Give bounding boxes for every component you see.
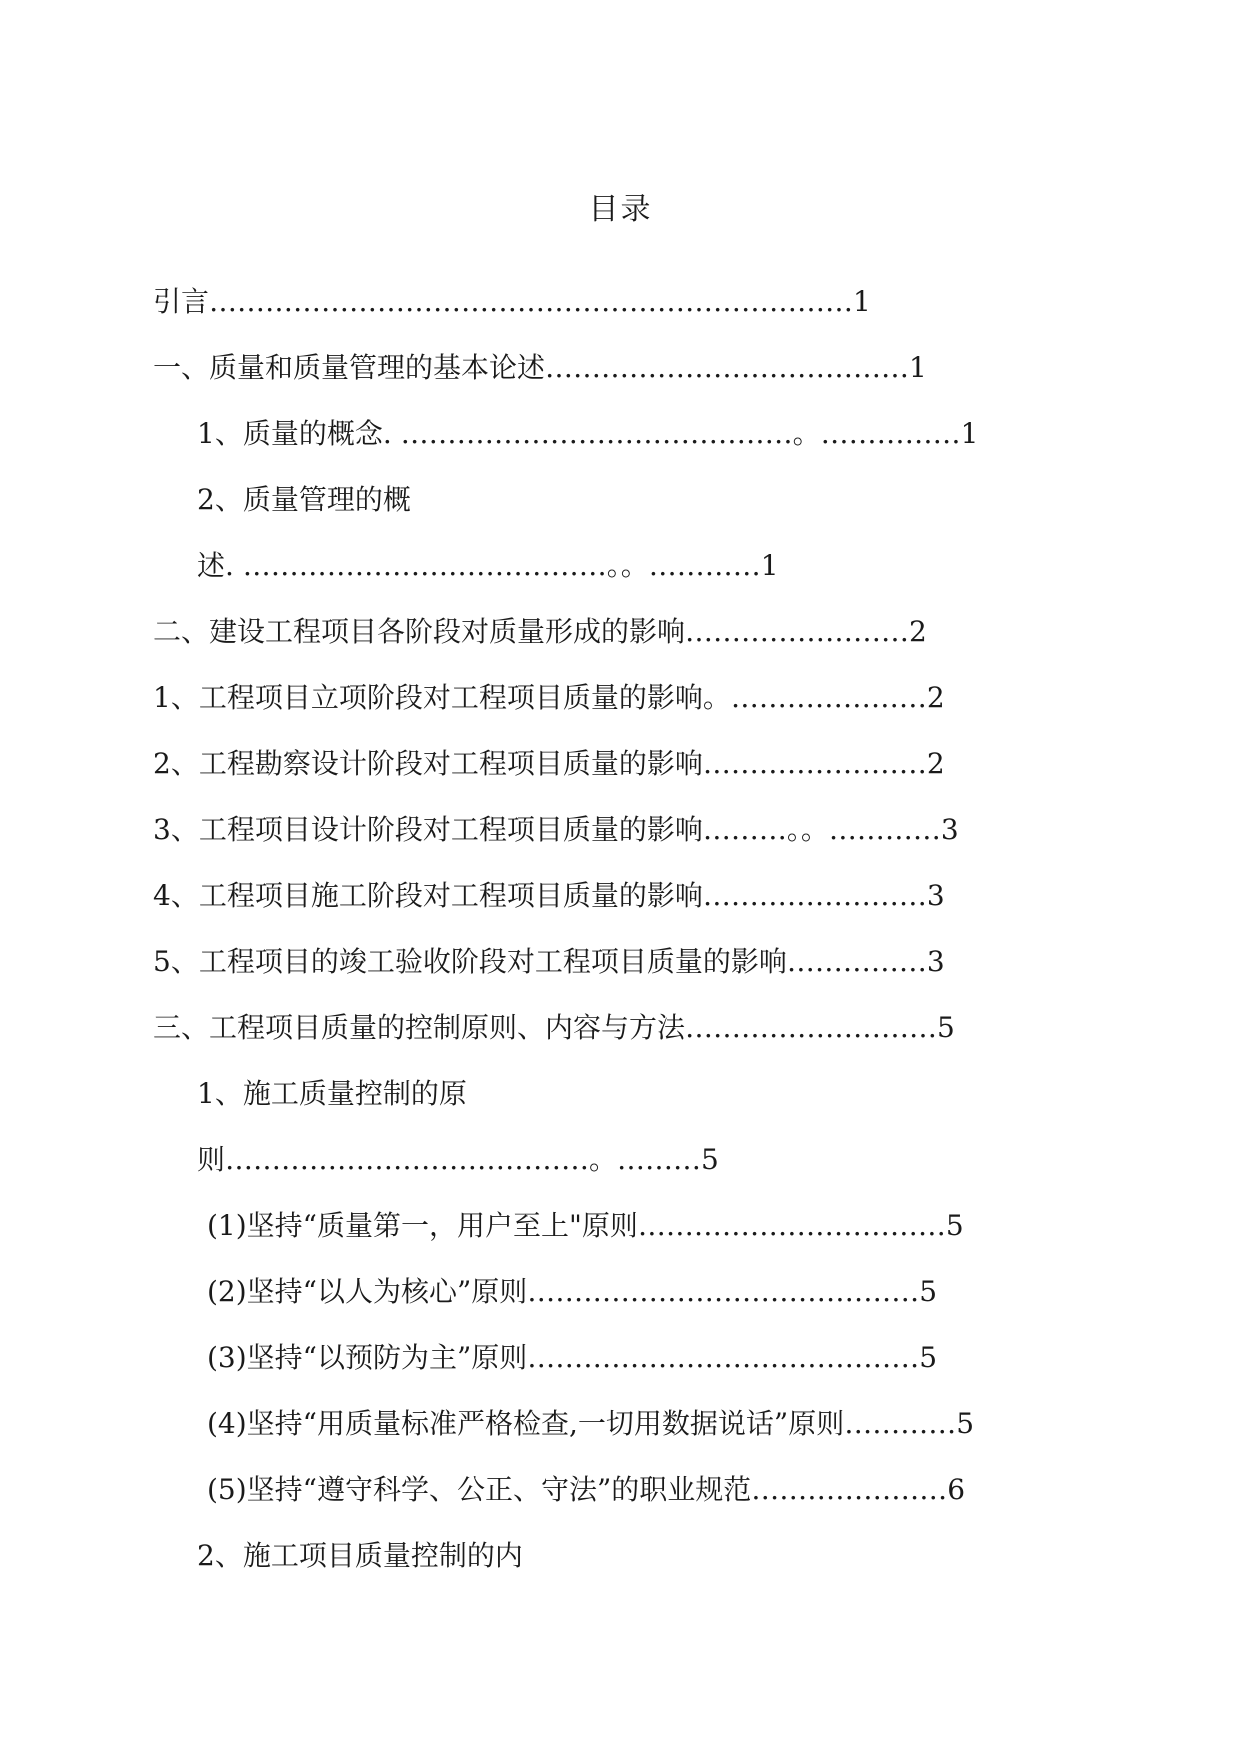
- toc-entry-3-1-c: (3)坚持“以预防为主”原则……………………………………5: [207, 1341, 938, 1374]
- page-title: 目录: [588, 192, 653, 227]
- toc-entry-2-3: 3、工程项目设计阶段对工程项目质量的影响………。。…………3: [153, 813, 959, 846]
- toc-entry-2-5: 5、工程项目的竣工验收阶段对工程项目质量的影响……………3: [153, 945, 945, 978]
- toc-entry-3-1-part2: 则…………………………………。………5: [197, 1143, 719, 1176]
- toc-entry-section-3: 三、工程项目质量的控制原则、内容与方法………………………5: [153, 1011, 955, 1044]
- toc-entry-section-2: 二、建设工程项目各阶段对质量形成的影响……………………2: [153, 615, 927, 648]
- toc-entry-1-2-part2: 述. …………………………………。。…………1: [197, 549, 779, 582]
- toc-entry-3-1-b: (2)坚持“以人为核心”原则……………………………………5: [207, 1275, 938, 1308]
- toc-entry-intro: 引言……………………………………………………………1: [153, 285, 871, 318]
- toc-entry-1-2-part1: 2、质量管理的概: [197, 483, 411, 516]
- toc-entry-3-1-a: (1)坚持“质量第一，用户至上"原则……………………………5: [207, 1209, 964, 1242]
- toc-entry-3-1-part1: 1、施工质量控制的原: [197, 1077, 467, 1110]
- toc-entry-2-2: 2、工程勘察设计阶段对工程项目质量的影响……………………2: [153, 747, 945, 780]
- toc-entry-3-2-part1: 2、施工项目质量控制的内: [197, 1539, 523, 1572]
- toc-entry-3-1-d: (4)坚持“用质量标准严格检查,一切用数据说话”原则…………5: [207, 1407, 975, 1440]
- toc-entry-2-1: 1、工程项目立项阶段对工程项目质量的影响。…………………2: [153, 681, 945, 714]
- toc-entry-3-1-e: (5)坚持“遵守科学、公正、守法”的职业规范…………………6: [207, 1473, 966, 1506]
- toc-entry-2-4: 4、工程项目施工阶段对工程项目质量的影响……………………3: [153, 879, 945, 912]
- toc-entry-section-1: 一、质量和质量管理的基本论述…………………………………1: [153, 351, 927, 384]
- toc-entry-1-1: 1、质量的概念. ……………………………………。……………1: [197, 417, 979, 450]
